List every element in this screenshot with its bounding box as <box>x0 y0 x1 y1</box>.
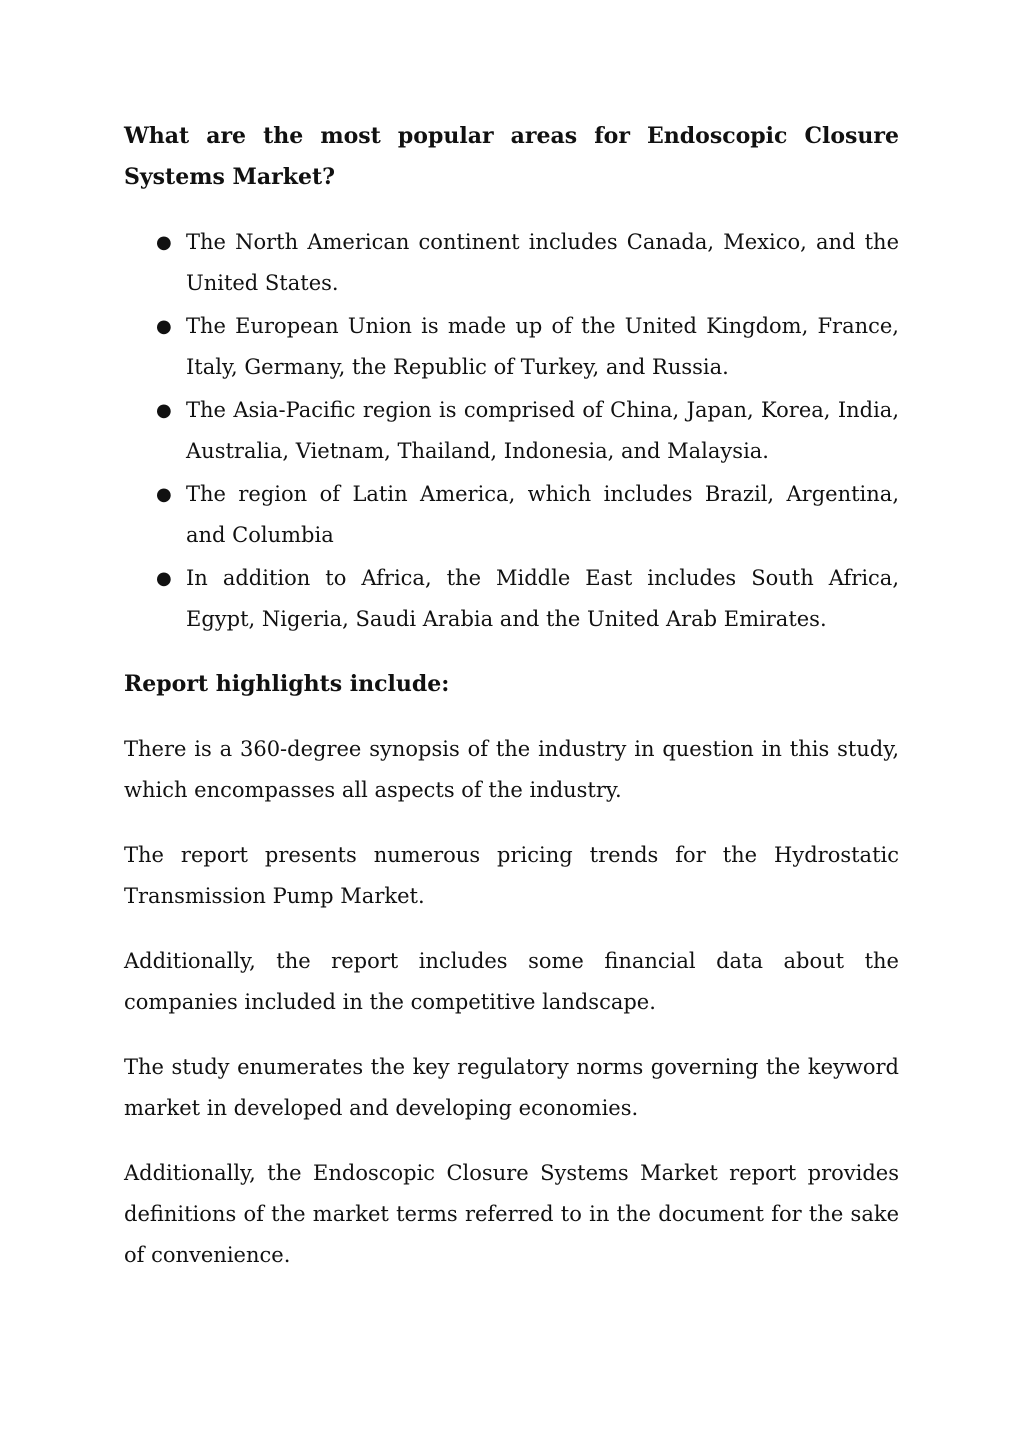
list-item-text: The region of Latin America, which includes Brazil, Argentina, and Columbia <box>186 482 899 547</box>
list-item-text: The North American continent includes Canada, Mexico, and the United States. <box>186 230 899 295</box>
bullet-icon: ● <box>156 232 172 253</box>
bullet-icon: ● <box>156 400 172 421</box>
bullet-icon: ● <box>156 484 172 505</box>
list-item <box>124 474 899 556</box>
paragraph: Additionally, the report includes some financial data about the companies included in the competitive landscape. <box>124 949 899 1014</box>
bullet-icon: ● <box>156 316 172 337</box>
list-item <box>124 306 899 388</box>
paragraph: The report presents numerous pricing trends for the Hydrostatic Transmission Pump Market. <box>124 843 899 908</box>
bullet-icon: ● <box>156 568 172 589</box>
paragraph: There is a 360-degree synopsis of the industry in question in this study, which encompasses all aspects of the industry. <box>124 737 899 802</box>
list-item <box>124 558 899 640</box>
list-item <box>124 390 899 472</box>
document-page <box>124 116 899 1300</box>
list-item-text: The Asia-Pacific region is comprised of China, Japan, Korea, India, Australia, Vietnam, Thailand, Indonesia, and Malaysia. <box>186 398 899 463</box>
list-item-text: In addition to Africa, the Middle East includes South Africa, Egypt, Nigeria, Saudi Arabia and the United Arab Emirates. <box>186 566 899 631</box>
paragraph: Additionally, the Endoscopic Closure Systems Market report provides definitions of the market terms referred to in the document for the sake of convenience. <box>124 1161 899 1267</box>
list-item <box>124 222 899 304</box>
regions-list <box>124 222 899 640</box>
paragraph: The study enumerates the key regulatory norms governing the keyword market in developed and developing economies. <box>124 1055 899 1120</box>
list-item-text: The European Union is made up of the United Kingdom, France, Italy, Germany, the Republic of Turkey, and Russia. <box>186 314 899 379</box>
section-heading-popular-areas: What are the most popular areas for Endoscopic Closure Systems Market? <box>124 123 899 190</box>
section-heading-highlights: Report highlights include: <box>124 671 450 697</box>
